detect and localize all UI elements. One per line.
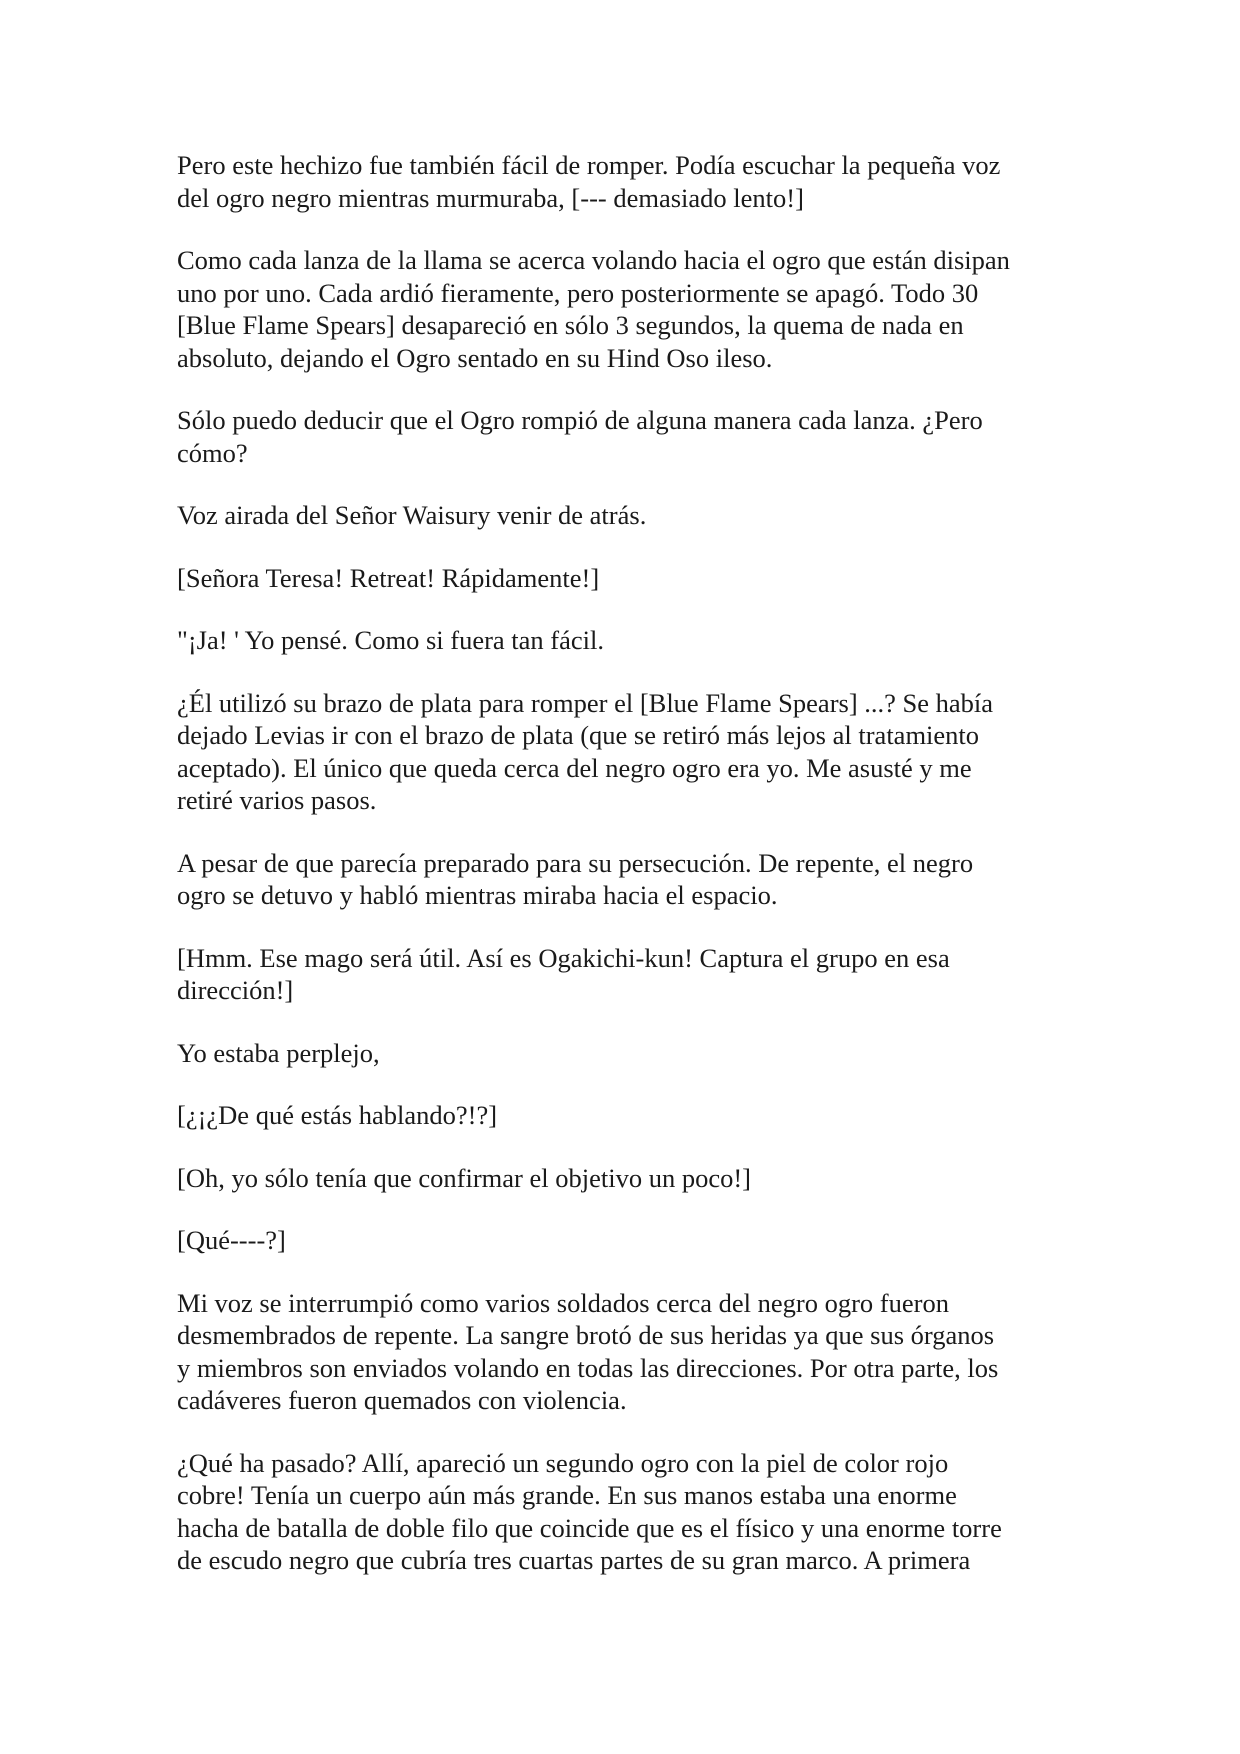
text-line: y miembros son enviados volando en todas las direcciones. Por otra parte, los bbox=[177, 1352, 999, 1383]
text-line: absoluto, dejando el Ogro sentado en su Hind Oso ileso. bbox=[177, 342, 773, 373]
text-line: uno por uno. Cada ardió fieramente, pero posteriormente se apagó. Todo 30 bbox=[177, 277, 979, 308]
text-line: cadáveres fueron quemados con violencia. bbox=[177, 1385, 627, 1415]
text-line: A pesar de que parecía preparado para su persecución. De repente, el negro bbox=[177, 847, 974, 878]
paragraph bbox=[177, 1037, 1070, 1070]
paragraph bbox=[177, 1224, 1070, 1257]
text-line: retiré varios pasos. bbox=[177, 785, 377, 815]
text-line: cobre! Tenía un cuerpo aún más grande. En sus manos estaba una enorme bbox=[177, 1480, 957, 1510]
text-line: desmembrados de repente. La sangre brotó de sus heridas ya que sus órganos bbox=[177, 1320, 995, 1350]
text-line: [Oh, yo sólo tenía que confirmar el objetivo un poco!] bbox=[177, 1162, 752, 1193]
text-line: [¿¡¿De qué estás hablando?!?] bbox=[177, 1100, 498, 1130]
paragraph bbox=[177, 1099, 1070, 1132]
paragraph bbox=[177, 404, 1070, 469]
text-line: [Señora Teresa! Retreat! Rápidamente!] bbox=[177, 562, 600, 593]
text-line: aceptado). El único que queda cerca del negro ogro era yo. Me asusté y me bbox=[177, 752, 972, 783]
text-line: del ogro negro mientras murmuraba, [--- demasiado lento!] bbox=[177, 182, 804, 213]
paragraph bbox=[177, 1162, 1070, 1195]
text-line: ¿Qué ha pasado? Allí, apareció un segundo ogro con la piel de color rojo bbox=[177, 1447, 949, 1478]
paragraph bbox=[177, 499, 1070, 532]
paragraph bbox=[177, 624, 1070, 657]
text-line: "¡Ja! ' Yo pensé. Como si fuera tan fácil. bbox=[177, 625, 604, 655]
text-line: Voz airada del Señor Waisury venir de atrás. bbox=[177, 500, 647, 530]
text-line: Mi voz se interrumpió como varios soldados cerca del negro ogro fueron bbox=[177, 1287, 949, 1318]
text-line: Sólo puedo deducir que el Ogro rompió de alguna manera cada lanza. ¿Pero bbox=[177, 405, 983, 435]
text-line: [Blue Flame Spears] desapareció en sólo 3 segundos, la quema de nada en bbox=[177, 310, 964, 340]
text-line: dirección!] bbox=[177, 975, 294, 1005]
text-line: Yo estaba perplejo, bbox=[177, 1037, 380, 1068]
text-line: [Hmm. Ese mago será útil. Así es Ogakichi-kun! Captura el grupo en esa bbox=[177, 942, 950, 973]
paragraph bbox=[177, 562, 1070, 595]
text-line: ¿Él utilizó su brazo de plata para romper el [Blue Flame Spears] ...? Se había bbox=[177, 687, 994, 718]
text-line: Pero este hechizo fue también fácil de romper. Podía escuchar la pequeña voz bbox=[177, 150, 1001, 180]
text-line: Como cada lanza de la llama se acerca volando hacia el ogro que están disipan bbox=[177, 245, 1010, 275]
paragraph bbox=[177, 1447, 1070, 1577]
text-line: ogro se detuvo y habló mientras miraba hacia el espacio. bbox=[177, 880, 778, 910]
paragraph bbox=[177, 687, 1070, 817]
paragraph bbox=[177, 1287, 1070, 1417]
text-line: dejado Levias ir con el brazo de plata (que se retiró más lejos al tratamiento bbox=[177, 720, 980, 750]
text-line: hacha de batalla de doble filo que coincide que es el físico y una enorme torre bbox=[177, 1512, 1002, 1543]
paragraph bbox=[177, 149, 1070, 214]
text-line: de escudo negro que cubría tres cuartas partes de su gran marco. A primera bbox=[177, 1545, 971, 1575]
paragraph bbox=[177, 942, 1070, 1007]
paragraph bbox=[177, 244, 1070, 374]
text-line: [Qué----?] bbox=[177, 1225, 286, 1255]
text-line: cómo? bbox=[177, 437, 248, 468]
paragraph bbox=[177, 847, 1070, 912]
